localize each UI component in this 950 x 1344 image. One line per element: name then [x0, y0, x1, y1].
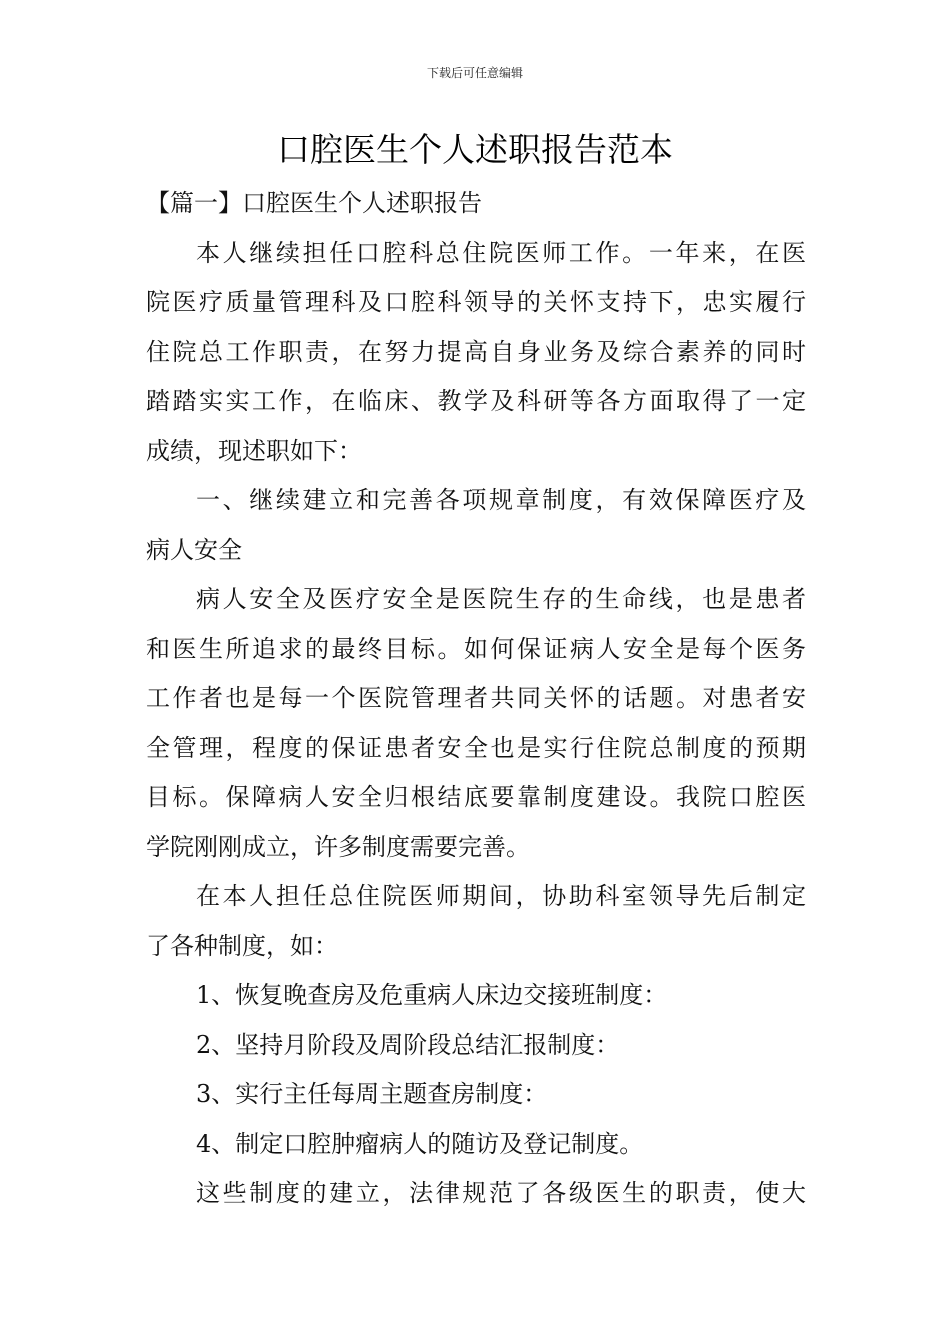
paragraph-line: 在本人担任总住院医师期间，协助科室领导先后制定 [196, 882, 806, 910]
paragraph-line: 本人继续担任口腔科总住院医师工作。一年来，在医 [196, 238, 806, 267]
paragraph-line: 全管理，程度的保证患者安全也是实行住院总制度的预期 [146, 733, 806, 762]
list-item: 4、制定口腔肿瘤病人的随访及登记制度。 [196, 1129, 644, 1158]
document-title: 口腔医生个人述职报告范本 [277, 130, 673, 169]
paragraph-line: 病人安全及医疗安全是医院生存的生命线，也是患者 [196, 585, 806, 613]
paragraph-line: 了各种制度，如： [146, 931, 338, 960]
paragraph-line: 和医生所追求的最终目标。如何保证病人安全是每个医务 [146, 634, 806, 663]
paragraph-line: 成绩，现述职如下： [146, 436, 362, 465]
header-note: 下载后可任意编辑 [426, 66, 523, 80]
subheading-line: 一、继续建立和完善各项规章制度，有效保障医疗及 [196, 486, 806, 514]
list-item: 1、恢复晚查房及危重病人床边交接班制度： [196, 981, 668, 1009]
list-item: 2、坚持月阶段及周阶段总结汇报制度： [196, 1030, 620, 1059]
paragraph-line: 目标。保障病人安全归根结底要靠制度建设。我院口腔医 [146, 783, 806, 811]
document-body [146, 179, 806, 1219]
paragraph-line: 工作者也是每一个医院管理者共同关怀的话题。对患者安 [146, 684, 806, 712]
section-heading: 【篇一】口腔医生个人述职报告 [146, 189, 482, 217]
paragraph-line: 住院总工作职责，在努力提高自身业务及综合素养的同时 [146, 337, 806, 366]
subheading-line: 病人安全 [146, 535, 242, 564]
paragraph-line: 学院刚刚成立，许多制度需要完善。 [146, 832, 530, 861]
paragraph-line: 这些制度的建立，法律规范了各级医生的职责，使大 [196, 1179, 806, 1207]
list-item: 3、实行主任每周主题查房制度： [196, 1080, 548, 1108]
paragraph-line: 踏踏实实工作，在临床、教学及科研等各方面取得了一定 [146, 387, 806, 415]
paragraph-line: 院医疗质量管理科及口腔科领导的关怀支持下，忠实履行 [146, 288, 806, 316]
